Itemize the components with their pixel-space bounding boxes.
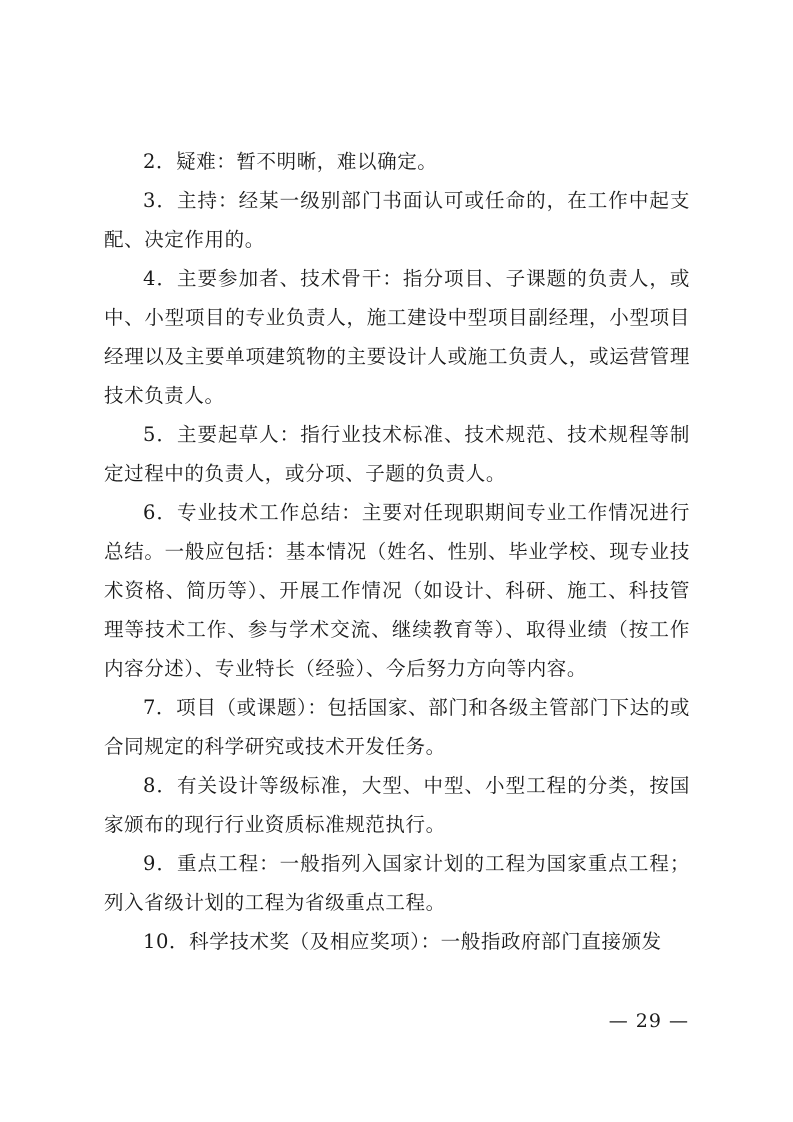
paragraph-item-5: 5．主要起草人：指行业技术标准、技术规范、技术规程等制定过程中的负责人，或分项、子题的负责人。 — [104, 423, 690, 485]
paragraph-item-4: 4．主要参加者、技术骨干：指分项目、子课题的负责人，或中、小型项目的专业负责人，施工建设中型项目副经理，小型项目经理以及主要单项建筑物的主要设计人或施工负责人，或运营管理技术负责人。 — [104, 267, 690, 407]
paragraph-item-10: 10．科学技术奖（及相应奖项）：一般指政府部门直接颁发 — [143, 930, 662, 953]
paragraph-item-8: 8．有关设计等级标准，大型、中型、小型工程的分类，按国家颁布的现行行业资质标准规范执行。 — [104, 774, 690, 836]
paragraph-item-6: 6．专业技术工作总结：主要对任现职期间专业工作情况进行总结。一般应包括：基本情况（姓名、性别、毕业学校、现专业技术资格、简历等）、开展工作情况（如设计、科研、施工、科技管理等技术工作、参与学术交流、继续教育等）、取得业绩（按工作内容分述）、专业特长（经验）、今后努力方向等内容。 — [104, 501, 690, 680]
body-text — [104, 142, 690, 961]
paragraph-item-9: 9．重点工程：一般指列入国家计划的工程为国家重点工程；列入省级计划的工程为省级重点工程。 — [104, 852, 690, 914]
paragraph-item-3: 3．主持：经某一级别部门书面认可或任命的，在工作中起支配、决定作用的。 — [104, 189, 690, 251]
paragraph-item-2: 2．疑难：暂不明晰，难以确定。 — [143, 150, 438, 173]
paragraph-item-7: 7．项目（或课题）：包括国家、部门和各级主管部门下达的或合同规定的科学研究或技术开发任务。 — [104, 696, 690, 758]
page-number: — 29 — — [608, 1010, 689, 1032]
